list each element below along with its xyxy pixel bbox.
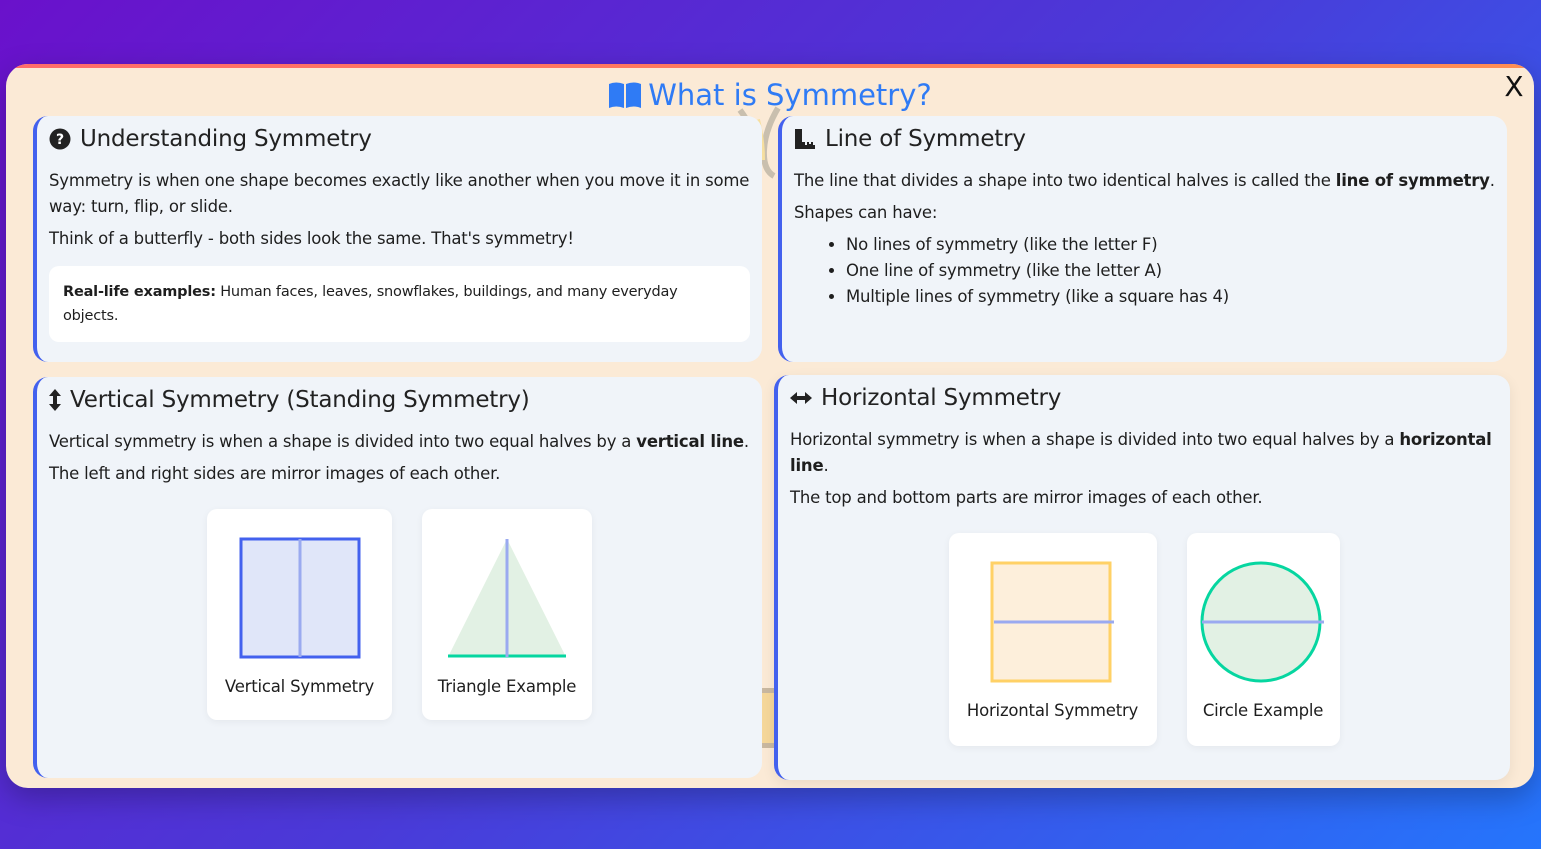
ruler-icon <box>794 128 816 150</box>
arrows-horizontal-icon <box>790 392 812 404</box>
book-open-icon <box>608 81 642 109</box>
examples-label: Real-life examples: <box>63 284 216 300</box>
shape-example-vertical-square <box>207 509 392 720</box>
question-circle-icon <box>49 128 71 150</box>
triangle-vertical-line-icon <box>446 537 568 659</box>
card-heading <box>49 387 750 413</box>
symmetry-types-list <box>846 232 1495 310</box>
paragraph: The top and bottom parts are mirror images of each other. <box>790 488 1263 507</box>
card-title: Vertical Symmetry (Standing Symmetry) <box>70 387 530 413</box>
bold-term: line of symmetry <box>1335 171 1490 190</box>
square-vertical-line-icon <box>239 537 361 659</box>
shape-example-circle <box>1187 533 1340 746</box>
list-item: • No lines of symmetry (like the letter F) <box>846 232 1495 258</box>
modal-top-accent-bar <box>6 64 1534 68</box>
shape-label: Vertical Symmetry <box>224 677 375 696</box>
card-heading <box>790 385 1498 411</box>
card-line-of-symmetry <box>778 116 1507 362</box>
shape-example-horizontal-square <box>949 533 1157 746</box>
real-life-examples-box <box>49 266 750 342</box>
paragraph: Vertical symmetry is when a shape is divided into two equal halves by a vertical line. <box>49 432 749 451</box>
card-title: Line of Symmetry <box>825 126 1026 152</box>
card-horizontal-symmetry <box>774 375 1510 780</box>
svg-text:?: ? <box>56 132 64 148</box>
paragraph: The line that divides a shape into two identical halves is called the line of symmetry. <box>794 171 1495 190</box>
paragraph: The left and right sides are mirror images of each other. <box>49 464 501 483</box>
paragraph: Think of a butterfly - both sides look the same. That's symmetry! <box>49 229 574 248</box>
bold-term: vertical line <box>636 432 744 451</box>
circle-horizontal-line-icon <box>1200 561 1326 683</box>
card-vertical-symmetry <box>33 377 762 778</box>
shape-label: Horizontal Symmetry <box>966 701 1139 720</box>
examples-text: Human faces, leaves, snowflakes, buildings, and many everyday objects. <box>63 284 678 324</box>
paragraph: Shapes can have: <box>794 203 938 222</box>
card-title: Horizontal Symmetry <box>821 385 1062 411</box>
card-understanding-symmetry <box>33 116 762 362</box>
shape-label: Triangle Example <box>437 677 577 696</box>
card-heading <box>794 126 1495 152</box>
modal-title-text: What is Symmetry? <box>648 78 932 112</box>
card-title: Understanding Symmetry <box>80 126 372 152</box>
shape-examples-row <box>790 533 1498 746</box>
bold-term: horizontal line <box>790 430 1492 475</box>
list-item: • Multiple lines of symmetry (like a square has 4) <box>846 284 1495 310</box>
modal-title <box>6 78 1534 112</box>
paragraph: Horizontal symmetry is when a shape is divided into two equal halves by a horizontal line. <box>790 430 1492 475</box>
square-horizontal-line-icon <box>990 561 1116 683</box>
arrows-vertical-icon <box>49 389 61 411</box>
shape-example-triangle <box>422 509 592 720</box>
shape-examples-row <box>49 509 750 720</box>
close-button[interactable]: X <box>1504 70 1524 103</box>
shape-label: Circle Example <box>1202 701 1324 720</box>
list-item: • One line of symmetry (like the letter A) <box>846 258 1495 284</box>
paragraph: Symmetry is when one shape becomes exactly like another when you move it in some way: turn, flip, or slide. <box>49 171 750 216</box>
card-heading <box>49 126 750 152</box>
